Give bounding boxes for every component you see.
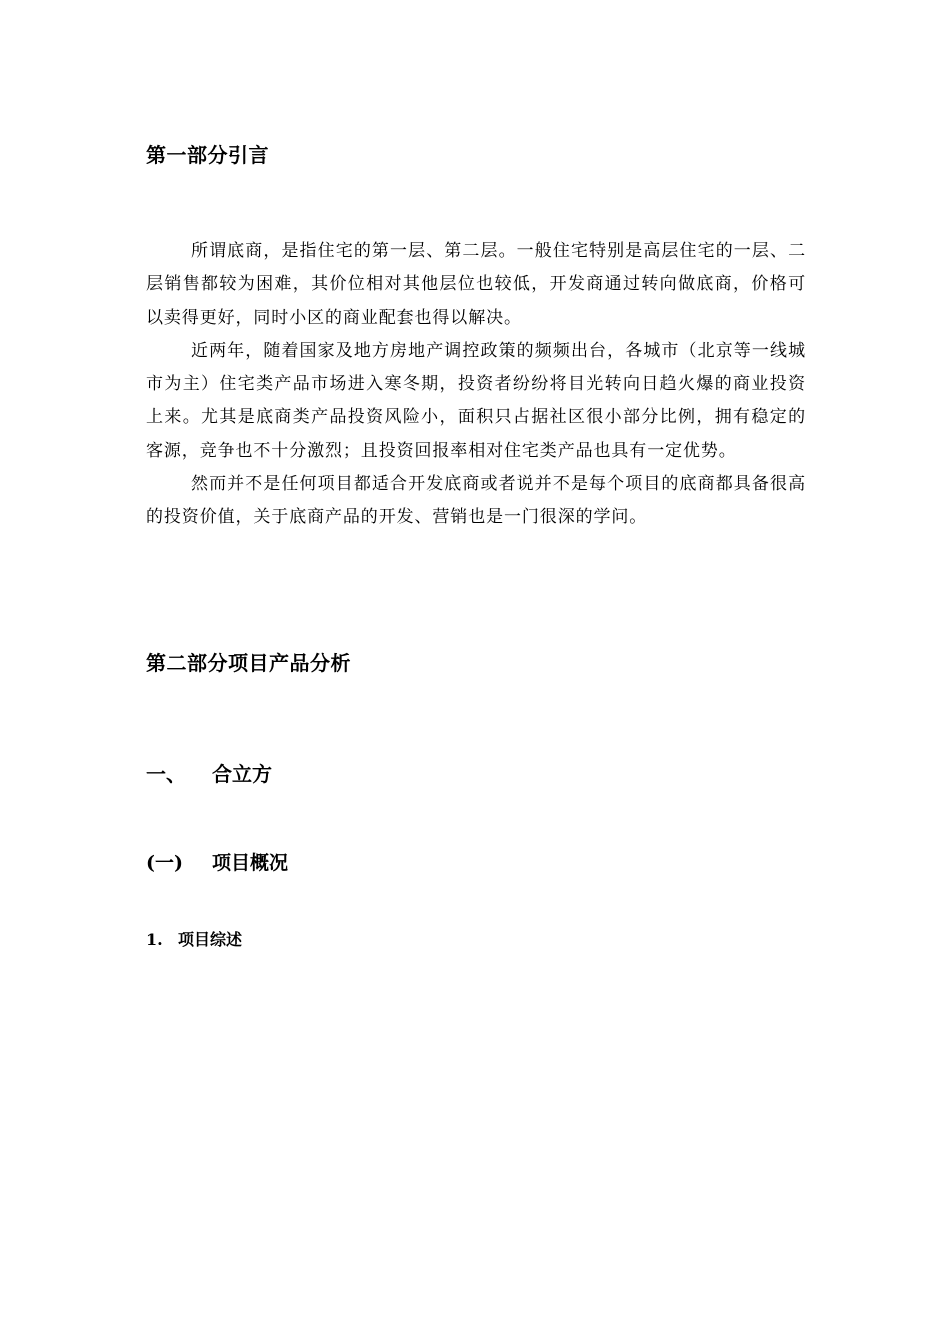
item-heading	[146, 927, 242, 950]
paragraph-2: 近两年，随着国家及地方房地产调控政策的频频出台，各城市（北京等一线城市为主）住宅类产品市场进入寒冬期，投资者纷纷将目光转向日趋火爆的商业投资上来。尤其是底商类产品投资风险小，面积只占据社区很小部分比例，拥有稳定的客源，竞争也不十分激烈；且投资回报率相对住宅类产品也具有一定优势。	[146, 340, 806, 461]
paragraph-1: 所谓底商，是指住宅的第一层、第二层。一般住宅特别是高层住宅的一层、二层销售都较为困难，其价位相对其他层位也较低，开发商通过转向做底商，价格可以卖得更好，同时小区的商业配套也得以解决。	[146, 241, 806, 328]
part1-heading: 第一部分引言	[146, 143, 269, 167]
part1-body	[146, 235, 806, 535]
subsection-title: 项目概况	[212, 852, 289, 874]
section-heading	[146, 758, 272, 787]
section-title: 合立方	[212, 762, 272, 786]
subsection-heading	[146, 848, 288, 875]
subsection-number: (一)	[146, 852, 183, 874]
item-number: 1.	[146, 930, 163, 949]
paragraph-3: 然而并不是任何项目都适合开发底商或者说并不是每个项目的底商都具备很高的投资价值，关于底商产品的开发、营销也是一门很深的学问。	[146, 474, 806, 528]
item-title: 项目综述	[178, 930, 243, 949]
part2-heading: 第二部分项目产品分析	[146, 651, 351, 675]
section-number: 一、	[146, 762, 186, 786]
